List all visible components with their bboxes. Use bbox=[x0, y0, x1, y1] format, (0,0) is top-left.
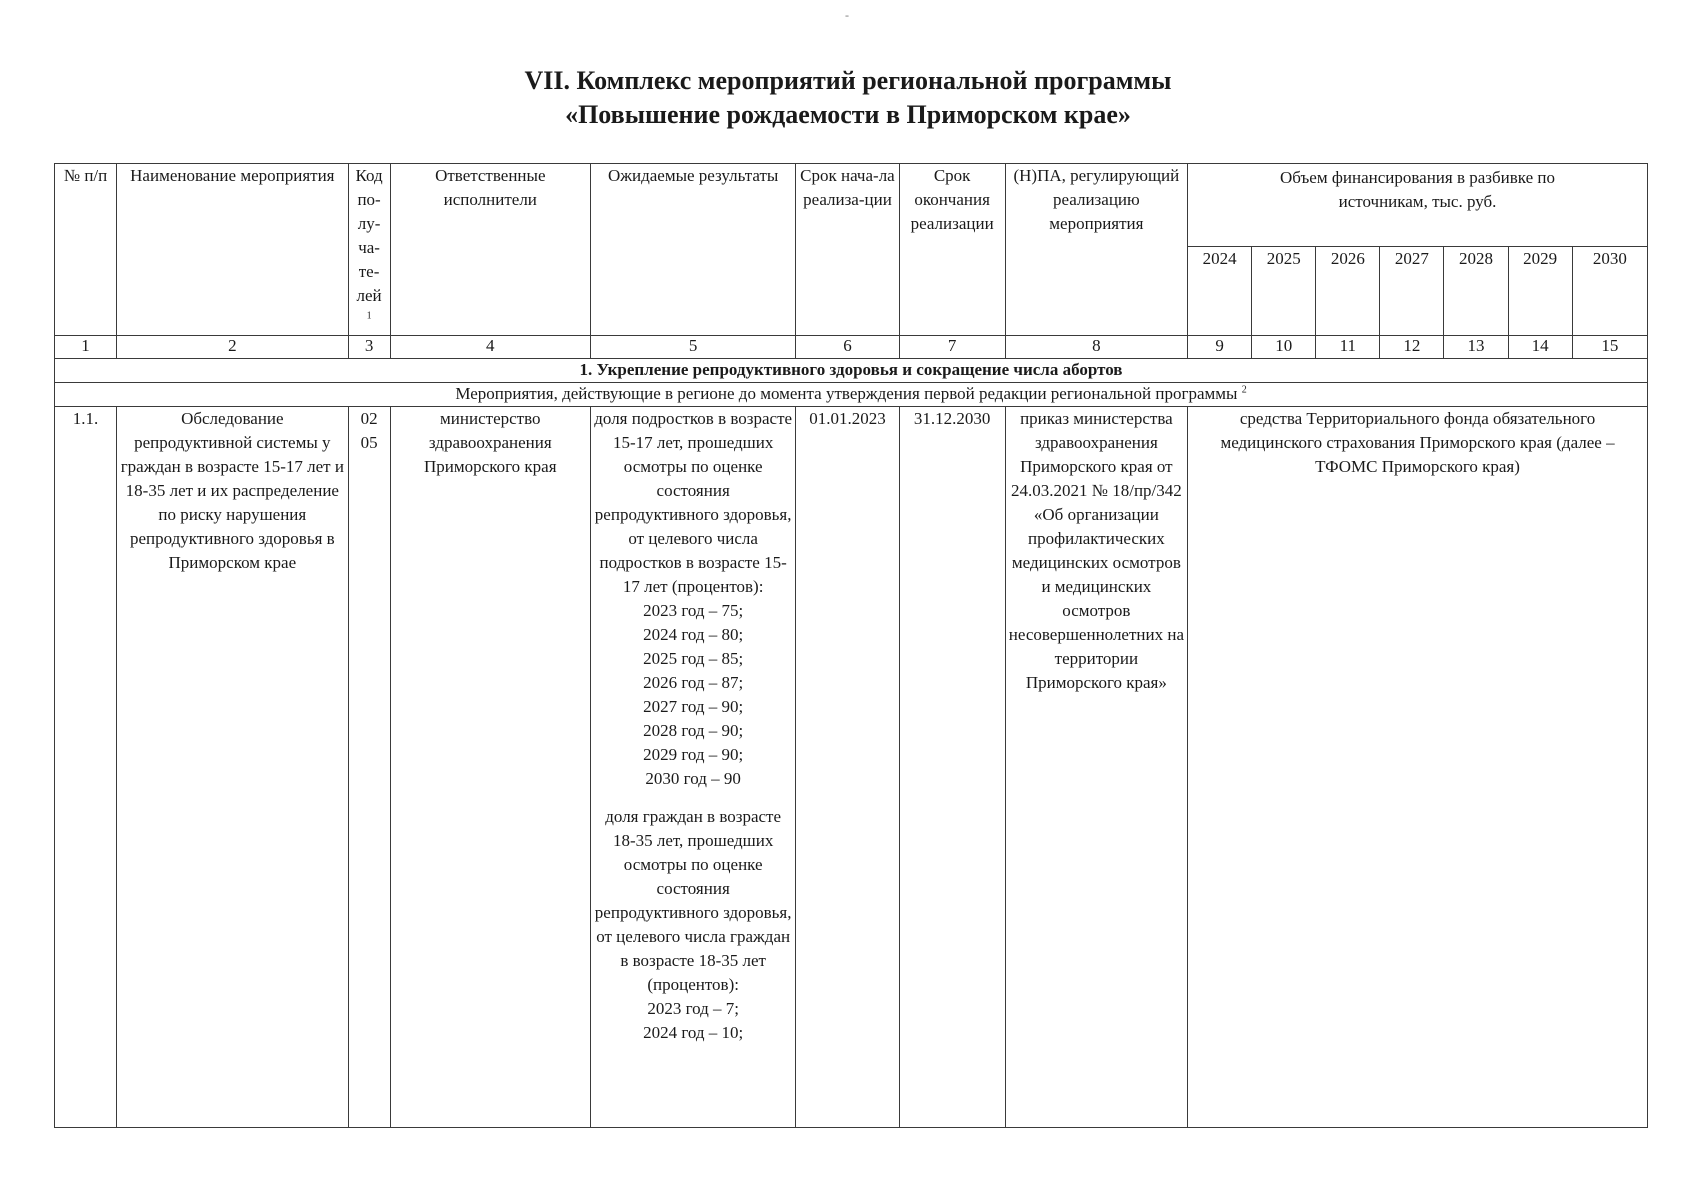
row-responsible: министерство здравоохранения Приморского края bbox=[390, 407, 590, 1128]
column-number: 4 bbox=[390, 336, 590, 359]
title-line-2: «Повышение рождаемости в Приморском крае» bbox=[565, 100, 1131, 129]
page-mark: - bbox=[845, 8, 849, 22]
row-code bbox=[348, 407, 390, 1128]
results-item: 2024 год – 80; bbox=[643, 625, 744, 644]
results-intro-2: доля граждан в возрасте 18-35 лет, прошедших осмотры по оценке состояния репродуктивного здоровья, от целевого числа граждан в возрасте 18-35 лет (процентов): bbox=[594, 807, 792, 994]
document-title bbox=[0, 64, 1696, 132]
results-item: 2029 год – 90; bbox=[643, 745, 744, 764]
row-funding: средства Территориального фонда обязательного медицинского страхования Приморского края (далее – ТФОМС Приморского края) bbox=[1188, 407, 1648, 1128]
results-item: 2026 год – 87; bbox=[643, 673, 744, 692]
section-row bbox=[55, 359, 1648, 383]
row-name: Обследование репродуктивной системы у граждан в возрасте 15-17 лет и 18-35 лет и их распределение по риску нарушения репродуктивного здоровья в Приморском крае bbox=[117, 407, 348, 1128]
row-results bbox=[590, 407, 795, 1128]
header-start: Срок нача-ла реализа-ции bbox=[796, 164, 899, 336]
row-num: 1.1. bbox=[55, 407, 117, 1128]
year-cell: 2025 bbox=[1252, 247, 1316, 336]
results-item: 2023 год – 7; bbox=[647, 999, 739, 1018]
results-intro-1: доля подростков в возрасте 15-17 лет, прошедших осмотры по оценке состояния репродуктивного здоровья, от целевого числа подростков в возрасте 15-17 лет (процентов): bbox=[594, 409, 793, 596]
header-name: Наименование мероприятия bbox=[117, 164, 348, 336]
header-code bbox=[348, 164, 390, 336]
row-start-date: 01.01.2023 bbox=[796, 407, 899, 1128]
column-number: 5 bbox=[590, 336, 795, 359]
column-number: 15 bbox=[1572, 336, 1647, 359]
results-item: 2027 год – 90; bbox=[643, 697, 744, 716]
header-results: Ожидаемые результаты bbox=[590, 164, 795, 336]
subsection-cell bbox=[55, 383, 1648, 407]
results-item: 2025 год – 85; bbox=[643, 649, 744, 668]
column-number: 10 bbox=[1252, 336, 1316, 359]
row-code-line: 02 bbox=[360, 409, 378, 428]
header-npa: (Н)ПА, регулирующий реализацию мероприятия bbox=[1005, 164, 1187, 336]
header-responsible: Ответственные исполнители bbox=[390, 164, 590, 336]
column-number: 11 bbox=[1316, 336, 1380, 359]
header-code-footnote: 1 bbox=[366, 310, 372, 322]
year-cell: 2029 bbox=[1508, 247, 1572, 336]
table-row bbox=[55, 407, 1648, 1128]
column-number: 1 bbox=[55, 336, 117, 359]
column-number: 8 bbox=[1005, 336, 1187, 359]
results-item: 2030 год – 90 bbox=[645, 769, 741, 788]
results-item: 2028 год – 90; bbox=[643, 721, 744, 740]
header-funding: Объем финансирования в разбивке по источникам, тыс. руб. bbox=[1188, 164, 1648, 247]
column-number: 9 bbox=[1188, 336, 1252, 359]
row-npa: приказ министерства здравоохранения Приморского края от 24.03.2021 № 18/пр/342 «Об организации профилактических медицинских осмотров и медицинских осмотров несовершеннолетних на территории Приморского края» bbox=[1005, 407, 1187, 1128]
header-end: Срок окончания реализации bbox=[899, 164, 1005, 336]
subsection-title: Мероприятия, действующие в регионе до момента утверждения первой редакции региональной программы bbox=[455, 384, 1238, 403]
results-spacer bbox=[594, 791, 792, 805]
year-cell: 2028 bbox=[1444, 247, 1508, 336]
year-cell: 2027 bbox=[1380, 247, 1444, 336]
column-number: 13 bbox=[1444, 336, 1508, 359]
section-title: 1. Укрепление репродуктивного здоровья и сокращение числа абортов bbox=[55, 359, 1648, 383]
column-number: 2 bbox=[117, 336, 348, 359]
subsection-row bbox=[55, 383, 1648, 407]
year-cell: 2026 bbox=[1316, 247, 1380, 336]
title-line-1: VII. Комплекс мероприятий региональной программы bbox=[524, 66, 1172, 95]
year-cell: 2030 bbox=[1572, 247, 1647, 336]
subsection-footnote: 2 bbox=[1241, 384, 1247, 396]
header-num: № п/п bbox=[55, 164, 117, 336]
column-number: 6 bbox=[796, 336, 899, 359]
results-item: 2023 год – 75; bbox=[643, 601, 744, 620]
column-number: 3 bbox=[348, 336, 390, 359]
header-row bbox=[55, 164, 1648, 247]
column-number: 7 bbox=[899, 336, 1005, 359]
column-number: 14 bbox=[1508, 336, 1572, 359]
header-code-text: Код по-лу-ча-те-лей bbox=[355, 166, 383, 305]
column-numbers-row bbox=[55, 336, 1648, 359]
column-number: 12 bbox=[1380, 336, 1444, 359]
program-table bbox=[54, 163, 1648, 1128]
year-cell: 2024 bbox=[1188, 247, 1252, 336]
results-item: 2024 год – 10; bbox=[643, 1023, 744, 1042]
row-code-line: 05 bbox=[360, 433, 378, 452]
row-end-date: 31.12.2030 bbox=[899, 407, 1005, 1128]
